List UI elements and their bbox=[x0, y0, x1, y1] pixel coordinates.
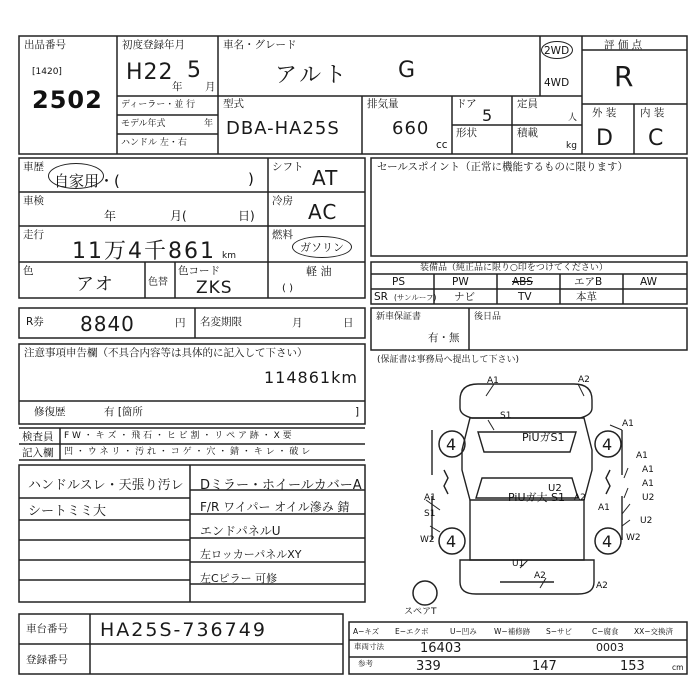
name-change-month: 月 bbox=[292, 317, 303, 329]
tire-depth-fl: 4 bbox=[446, 435, 457, 454]
shaken-month: 月( bbox=[170, 209, 187, 223]
month-unit: 月 bbox=[205, 81, 216, 93]
color-code-label: 色コード bbox=[178, 265, 220, 277]
dim-unit: cm bbox=[672, 663, 684, 672]
capacity-label: 定員 bbox=[517, 98, 538, 110]
mark-w2-right: W2 bbox=[626, 533, 641, 543]
comment-line-3: Dミラー・ホイールカバーA bbox=[200, 478, 362, 493]
repair-close: ] bbox=[355, 406, 360, 418]
first-reg-label: 初度登録年月 bbox=[122, 39, 185, 51]
mark-a1-right-4: A1 bbox=[636, 451, 648, 461]
recycle-label: R券 bbox=[26, 316, 44, 328]
spare-tire-label: スペアT bbox=[404, 607, 437, 617]
mileage-label: 走行 bbox=[23, 229, 44, 241]
fuel-label: 燃料 bbox=[272, 229, 293, 241]
size-label: 車両寸法 bbox=[354, 642, 384, 651]
tire-depth-fr: 4 bbox=[602, 435, 613, 454]
dealer-label: ディーラー・並 行 bbox=[121, 100, 196, 110]
load-label: 積載 bbox=[517, 127, 538, 139]
mark-a1-right-1: A1 bbox=[622, 419, 634, 429]
legend-e: E−エクボ bbox=[395, 627, 429, 636]
year-unit: 年 bbox=[172, 81, 183, 93]
model-year-unit: 年 bbox=[204, 119, 214, 129]
color-change-label: 色替 bbox=[148, 277, 168, 288]
ref-label: 参考 bbox=[358, 659, 373, 668]
car-diagram bbox=[432, 384, 622, 594]
notes-title: 注意事項申告欄（不具合内容等は具体的に記入して下さい） bbox=[24, 347, 308, 359]
color-code-value: ZKS bbox=[196, 278, 233, 298]
comment-line-7: 左Cピラー 可修 bbox=[200, 572, 278, 585]
fuel-circle bbox=[292, 236, 352, 258]
comment-line-5: エンドパネルU bbox=[200, 524, 281, 538]
dim-width: 147 bbox=[532, 659, 557, 674]
shaken-day: 日) bbox=[238, 209, 255, 223]
usage-circle bbox=[48, 163, 104, 189]
center-mark-3: U2 bbox=[548, 483, 562, 494]
entry-label: 記入欄 bbox=[22, 447, 54, 459]
model-type-label: 型式 bbox=[223, 98, 244, 110]
mark-a2-rear-right: A2 bbox=[596, 581, 608, 591]
inspection-label: 車歴 bbox=[23, 161, 44, 173]
drive-2wd: 2WD bbox=[544, 45, 570, 57]
comment-line-4: F/R ワイパー オイル滲み 錆 bbox=[200, 500, 350, 514]
shift-label: シフト bbox=[272, 161, 304, 173]
tire-depth-rr: 4 bbox=[602, 532, 613, 551]
comment-line-2: シートミミ大 bbox=[28, 504, 107, 519]
chassis-value: HA25S-736749 bbox=[100, 619, 267, 641]
car-grade: G bbox=[398, 58, 417, 83]
lot-sub: [1420] bbox=[32, 67, 62, 77]
score-label: 評 価 点 bbox=[604, 39, 643, 51]
load-unit: kg bbox=[566, 141, 577, 151]
shift-value: AT bbox=[312, 166, 339, 190]
mark-u2-right-2: U2 bbox=[640, 516, 653, 526]
tires bbox=[413, 431, 621, 605]
reg-label: 登録番号 bbox=[26, 654, 68, 666]
center-mark-2: PiUガ大 S1 bbox=[508, 491, 565, 504]
mark-a2-center: A2 bbox=[574, 493, 586, 503]
warranty-options: 有・無 bbox=[428, 332, 460, 344]
ac-value: AC bbox=[308, 200, 338, 224]
first-reg-month: 5 bbox=[187, 58, 202, 83]
diagram-title: (保証書は事務局へ提出して下さい) bbox=[377, 355, 520, 365]
chassis-label: 車台番号 bbox=[26, 623, 68, 635]
handle-label: ハンドル 左・右 bbox=[121, 138, 187, 148]
legend-w: W−補修跡 bbox=[494, 627, 531, 636]
model-year-label: モデル年式 bbox=[121, 119, 166, 129]
dim-length: 339 bbox=[416, 659, 441, 674]
mark-a1-left: A1 bbox=[424, 493, 436, 503]
name-grade-label: 車名・グレード bbox=[223, 39, 297, 51]
tire-depth-rl: 4 bbox=[446, 532, 457, 551]
exterior-label: 外 装 bbox=[592, 107, 617, 119]
sales-point-title: セールスポイント（正常に機能するものに限ります） bbox=[377, 161, 629, 173]
mark-a2-rear: A2 bbox=[534, 571, 546, 581]
mark-u1-rear: U1 bbox=[512, 559, 525, 569]
inspector-label: 検査員 bbox=[22, 431, 54, 443]
equip-sr: SR bbox=[374, 291, 388, 303]
car-name: アルト bbox=[275, 63, 350, 88]
mark-a2-front: A2 bbox=[578, 375, 590, 385]
equipment-title: 装備品（純正品に限り○印をつけてください） bbox=[420, 263, 608, 273]
drive-4wd: 4WD bbox=[544, 77, 570, 89]
mark-s1-left: S1 bbox=[500, 411, 512, 421]
extra-value-1: 16403 bbox=[420, 641, 462, 656]
equip-abs: ABS bbox=[512, 276, 533, 288]
model-type-value: DBA-HA25S bbox=[226, 118, 340, 139]
mark-a1-rear-right: A1 bbox=[598, 503, 610, 513]
equip-pw: PW bbox=[452, 276, 469, 288]
equip-ps: PS bbox=[392, 276, 405, 288]
mark-a1-right-3: A1 bbox=[642, 479, 654, 489]
mark-a1-front: A1 bbox=[487, 376, 499, 386]
displacement-label: 排気量 bbox=[367, 98, 399, 110]
lot-label: 出品番号 bbox=[24, 39, 66, 51]
equip-aw: AW bbox=[640, 276, 657, 288]
center-mark-1: PiUガS1 bbox=[522, 431, 565, 444]
interior-label: 内 装 bbox=[640, 107, 665, 119]
mark-s1-left-2: S1 bbox=[424, 509, 436, 519]
first-reg-value: H22 bbox=[126, 60, 174, 85]
mileage-value: 11万4千861 bbox=[72, 239, 216, 264]
color-value: アオ bbox=[76, 274, 114, 295]
score-value: R bbox=[614, 60, 635, 93]
color-label: 色 bbox=[23, 265, 34, 277]
name-change-label: 名変期限 bbox=[200, 316, 242, 328]
shaken-year: 年 bbox=[104, 209, 117, 223]
fuel-value: ガソリン bbox=[300, 241, 344, 254]
usage-value: 自家用・( bbox=[54, 172, 120, 190]
capacity-unit: 人 bbox=[568, 113, 578, 123]
equip-navi: ナビ bbox=[454, 291, 475, 303]
doors-value: 5 bbox=[482, 106, 494, 125]
recycle-unit: 円 bbox=[175, 317, 186, 329]
mark-a1-right-2: A1 bbox=[642, 465, 654, 475]
exterior-value: D bbox=[596, 126, 614, 151]
recycle-value: 8840 bbox=[80, 312, 135, 336]
comment-line-1: ハンドルスレ・天張り汚レ bbox=[28, 478, 184, 493]
usage-close: ) bbox=[248, 170, 254, 188]
repair-value: 有 [箇所 bbox=[104, 406, 143, 418]
warranty-label: 新車保証書 bbox=[376, 312, 422, 322]
equip-tv: TV bbox=[518, 291, 532, 303]
legend-s: S−サビ bbox=[546, 627, 573, 636]
equip-leather: 本革 bbox=[576, 291, 597, 303]
drive-2wd-circle bbox=[541, 41, 573, 59]
legend-u: U−凹み bbox=[450, 627, 477, 636]
displacement-value: 660 bbox=[392, 118, 430, 139]
fuel-diesel: 軽 油 bbox=[306, 265, 332, 278]
mileage-unit: km bbox=[222, 251, 236, 261]
comment-line-6: 左ロッカーパネルXY bbox=[200, 548, 302, 561]
legend-a: A−キズ bbox=[353, 627, 380, 636]
equip-sunroof-note: (サンルーフ) bbox=[394, 293, 437, 302]
fuel-paren: ( ) bbox=[282, 283, 293, 294]
extra-value-2: 0003 bbox=[596, 641, 624, 654]
legend-row-1: F W ・ キ ズ ・ 飛 石 ・ ヒ ビ 割 ・ リ ペ ア 跡 ・ X 要 bbox=[64, 431, 292, 441]
equip-airbag: エアB bbox=[574, 276, 603, 288]
post-label: 後日品 bbox=[474, 312, 502, 322]
shape-label: 形状 bbox=[456, 127, 477, 139]
shaken-label: 車検 bbox=[23, 195, 44, 207]
notes-value: 114861km bbox=[264, 368, 358, 387]
lot-number: 2502 bbox=[32, 86, 103, 114]
dim-height: 153 bbox=[620, 659, 645, 674]
repair-label: 修復歴 bbox=[34, 406, 66, 418]
mark-u2-right: U2 bbox=[642, 493, 655, 503]
legend-xx: XX−交換済 bbox=[634, 627, 674, 636]
name-change-day: 日 bbox=[343, 317, 354, 329]
legend-row-2: 凹 ・ ウ ネ リ ・ 汚 れ ・ コ ゲ ・ 穴 ・ 錆 ・ キ レ ・ 破 レ bbox=[64, 447, 311, 457]
interior-value: C bbox=[648, 126, 665, 151]
ac-label: 冷房 bbox=[272, 195, 293, 207]
legend-c: C−腐食 bbox=[592, 627, 619, 636]
mark-w2-left: W2 bbox=[420, 535, 435, 545]
doors-label: ドア bbox=[456, 98, 477, 110]
displacement-unit: cc bbox=[436, 139, 448, 151]
